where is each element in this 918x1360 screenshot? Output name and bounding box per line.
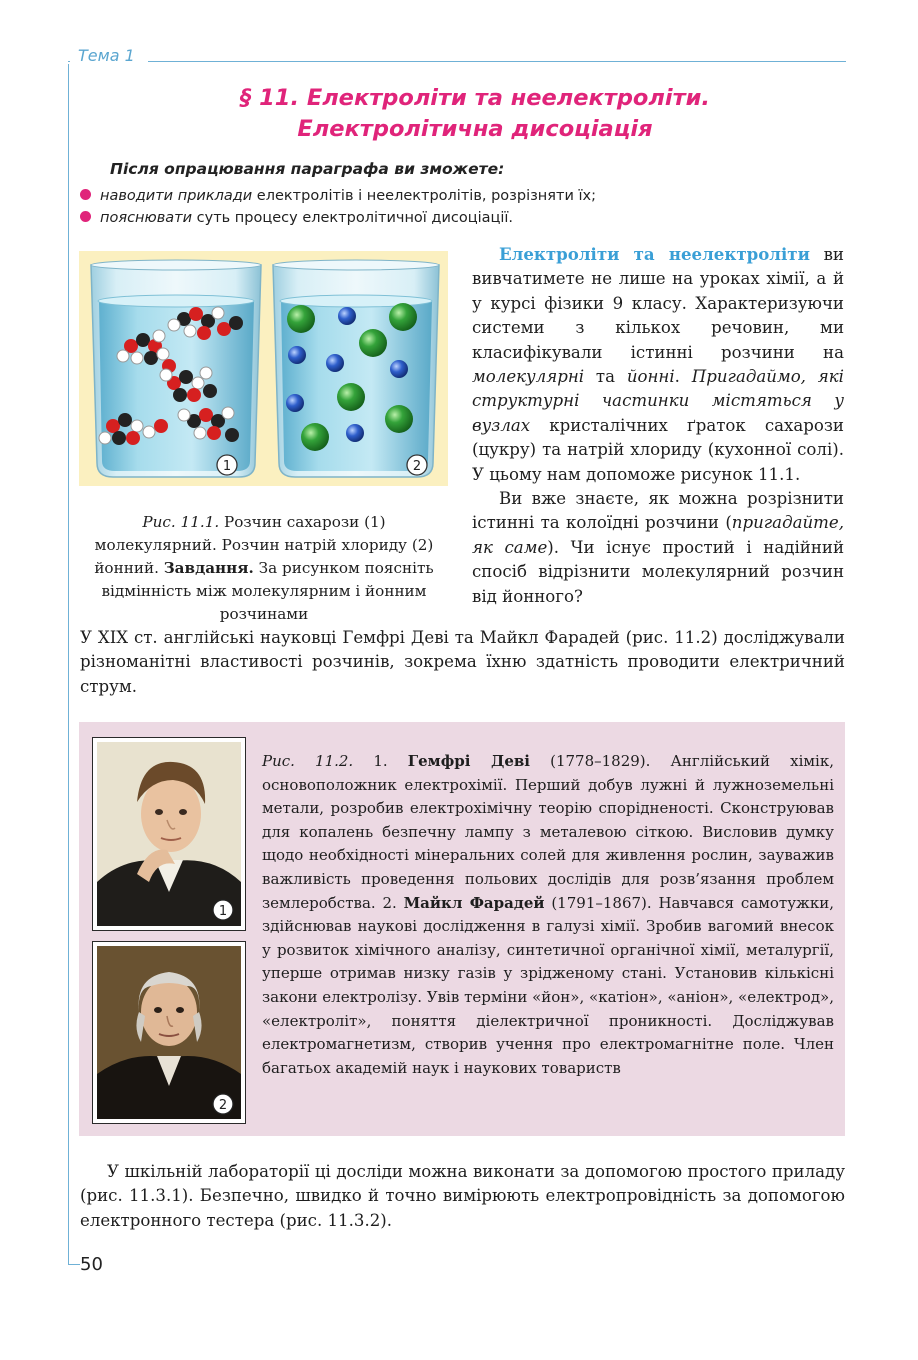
key-term: Електроліти та неелектроліти: [499, 244, 810, 264]
caption-ref: Рис. 11.2.: [262, 752, 354, 770]
outcome-text: електролітів і неелектролітів, розрізняти їх;: [252, 188, 596, 204]
section-title-line1: § 11. Електроліти та неелектроліти.: [240, 85, 710, 111]
page-number: 50: [80, 1254, 103, 1275]
scientist-name: Гемфрі Деві: [407, 752, 530, 770]
body-text: ви вивчатимете не лише на уроках хімії, а й у курсі фізики 9 класу. Характеризуючи системи з кількох речовин, ми класифікували істинні розчини на: [472, 245, 844, 362]
biography-text: [262, 750, 834, 1080]
svg-text:1: 1: [222, 459, 232, 474]
body-text: 2.: [382, 893, 404, 912]
svg-text:1: 1: [218, 904, 228, 919]
bullet-icon: [80, 211, 91, 222]
outcomes-heading: Після опрацювання параграфа ви зможете:: [110, 160, 505, 178]
body-text: та: [584, 367, 627, 387]
body-text: (1778–1829). Англійський хімік, основоположник електрохімії. Перший добув лужні й лужноземельні метали, розробив електрохімічну теорію спорідненості. Сконструював для копалень безпечну лампу з металевою сіткою. Висловив думку щодо необхідності мінеральних солей для живлення рослин, зауважив важливість проведення польових дослідів для розв’язання проблем землеробства.: [262, 752, 834, 912]
davy-portrait-image: [97, 742, 241, 926]
body-text: Ви вже знаєте, як можна розрізнити істинні та колоїдні розчини (: [472, 489, 844, 533]
portrait-label-2: [213, 1094, 233, 1114]
body-text: ). Чи існує простий і надійний спосіб відрізнити молекулярний розчин від йонного?: [472, 537, 845, 606]
caption-text: За рисунком поясніть відмінність між молекулярним і йонним розчинами: [101, 559, 434, 624]
portrait-davy: [92, 737, 246, 931]
scientist-name: Майкл Фарадей: [403, 893, 545, 912]
outcome-item: [80, 210, 513, 226]
figure-solutions: [79, 251, 448, 486]
caption-task-label: Завдання.: [163, 559, 254, 578]
outcome-text: суть процесу електролітичної дисоціації.: [192, 210, 514, 226]
emphasis: йонні: [626, 367, 675, 387]
svg-text:2: 2: [412, 459, 422, 474]
body-text: .: [674, 367, 692, 387]
beaker-1: [91, 260, 261, 477]
outcome-verb: наводити приклади: [100, 188, 253, 204]
body-text: (1791–1867). Навчався самотужки, здійснював наукові дослідження в галузі хімії. Зробив вагомий внесок у розвиток хімічного аналізу, синтетичної органічної хімії, металургії, уперше отримав низку газів у зрідженому стані. Установив кількісні закони електролізу. Увів терміни «йон», «катіон», «аніон», «електрод», «електроліт», поняття діелектричної проникності. Досліджував електромагнетизм, створив учення про електромагнітне поле. Член багатьох академій наук і наукових товариств: [262, 893, 834, 1077]
frame-bottom-tick: [68, 1264, 80, 1265]
intro-paragraph: [472, 487, 844, 609]
history-paragraph: У XIX ст. англійські науковці Гемфрі Деві та Майкл Фарадей (рис. 11.2) досліджували різноманітні властивості розчинів, зокрема їхню здатність проводити електричний струм.: [80, 628, 845, 696]
section-title-line2: Електролітична дисоціація: [297, 116, 653, 142]
bullet-icon: [80, 189, 91, 200]
faraday-portrait-image: [97, 946, 241, 1119]
frame-left-rule: [68, 64, 69, 1264]
figure-caption-11-1: [84, 511, 444, 626]
outcome-verb: пояснювати: [100, 210, 193, 226]
caption-text: Розчин сахарози (1) молекулярний. Розчин натрій хлориду (2) йонний.: [94, 513, 434, 578]
intro-text-column: [472, 242, 844, 609]
figure-label-1: [217, 455, 237, 475]
intro-paragraph: [472, 242, 844, 487]
portrait-faraday: [92, 941, 246, 1124]
emphasis: молекулярні: [472, 367, 585, 387]
svg-text:2: 2: [218, 1098, 228, 1113]
frame-top-rule: [68, 61, 846, 62]
emphasis: Пригадаймо, які структурні частинки містяться у вузлах: [472, 367, 844, 435]
caption-ref: Рис. 11.1.: [142, 513, 220, 532]
emphasis: пригадайте, як саме: [472, 513, 844, 557]
topic-label: Тема 1: [78, 46, 135, 65]
beaker-2: [273, 260, 439, 477]
closing-paragraph: У шкільній лабораторії ці досліди можна виконати за допомогою простого приладу (рис. 11.3.1). Безпечно, швидко й точно вимірюють електропровідність за допомогою електронного тестера (рис. 11.3.2).: [80, 1162, 845, 1230]
outcome-item: [80, 188, 596, 204]
body-text: 1.: [353, 752, 408, 770]
portrait-label-1: [213, 900, 233, 920]
beakers-illustration: [79, 251, 448, 486]
body-text: кристалічних ґраток сахарози (цукру) та натрій хлориду (кухонної солі). У цьому нам допоможе рисунок 11.1.: [472, 415, 844, 484]
figure-label-2: [407, 455, 427, 475]
